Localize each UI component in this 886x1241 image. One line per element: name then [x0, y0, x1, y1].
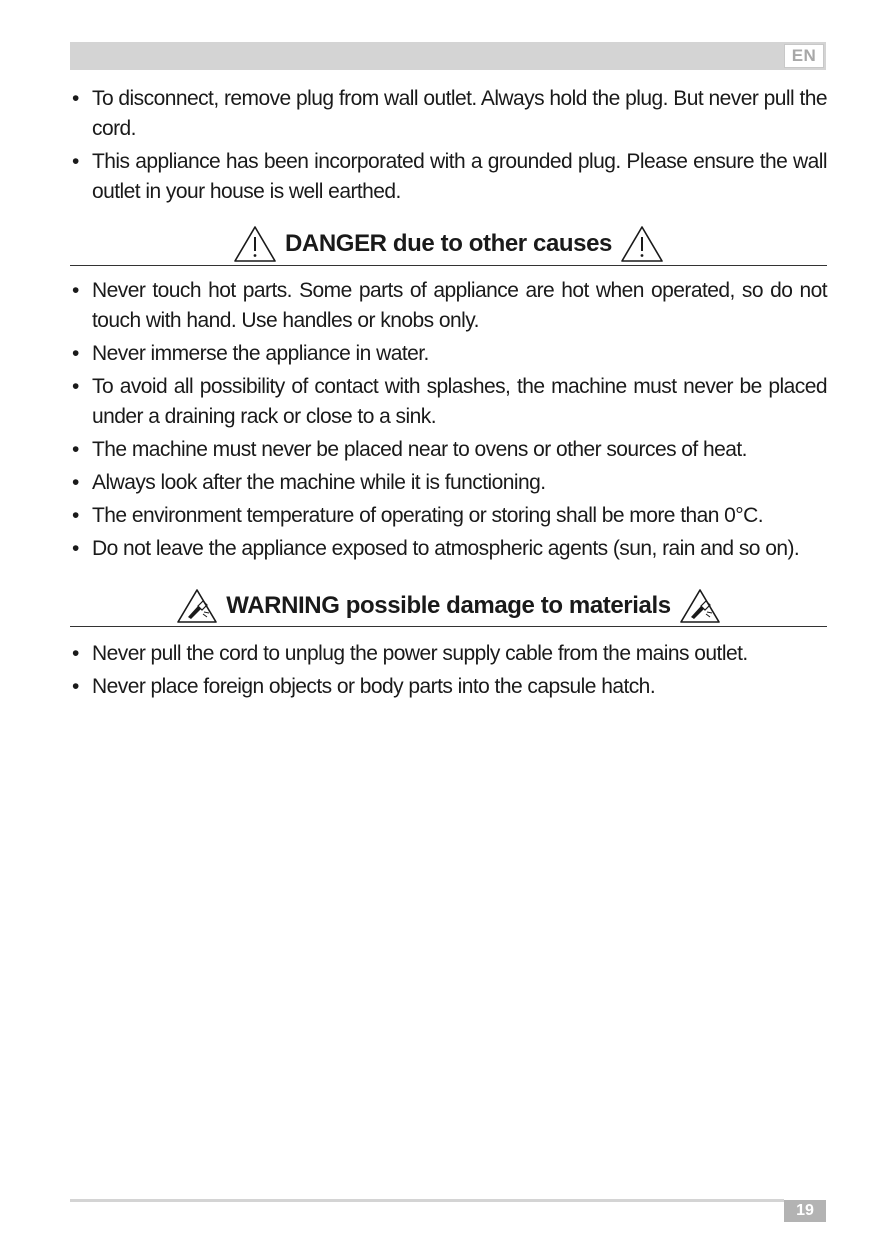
language-tab: EN [784, 44, 824, 68]
warning-list [70, 639, 827, 702]
list-item: • Never touch hot parts. Some parts of appliance are hot when operated, so do not touch with hand. Use handles or knobs only. [70, 276, 827, 336]
intro-list [70, 84, 827, 207]
danger-list [70, 276, 827, 564]
page-number: 19 [784, 1200, 826, 1222]
material-damage-triangle-icon [176, 588, 218, 624]
page-content [70, 84, 827, 705]
warning-title: WARNING possible damage to materials [226, 592, 671, 619]
list-item: • Never pull the cord to unplug the power supply cable from the mains outlet. [70, 639, 827, 669]
exclamation-triangle-icon [233, 225, 277, 263]
list-item: • Never immerse the appliance in water. [70, 339, 827, 369]
exclamation-triangle-icon [620, 225, 664, 263]
list-item: • Do not leave the appliance exposed to atmospheric agents (sun, rain and so on). [70, 534, 827, 564]
list-item: • To avoid all possibility of contact with splashes, the machine must never be placed under a draining rack or close to a sink. [70, 372, 827, 432]
warning-heading [70, 588, 827, 627]
list-item: • To disconnect, remove plug from wall outlet. Always hold the plug. But never pull the cord. [70, 84, 827, 144]
list-item: • The machine must never be placed near to ovens or other sources of heat. [70, 435, 827, 465]
danger-title: DANGER due to other causes [285, 230, 612, 257]
danger-heading [70, 225, 827, 266]
list-item: • Always look after the machine while it is functioning. [70, 468, 827, 498]
footer-divider [70, 1199, 784, 1202]
list-item: • This appliance has been incorporated with a grounded plug. Please ensure the wall outlet in your house is well earthed. [70, 147, 827, 207]
material-damage-triangle-icon [679, 588, 721, 624]
header-bar [70, 42, 826, 70]
list-item: • Never place foreign objects or body parts into the capsule hatch. [70, 672, 827, 702]
list-item: • The environment temperature of operating or storing shall be more than 0°C. [70, 501, 827, 531]
